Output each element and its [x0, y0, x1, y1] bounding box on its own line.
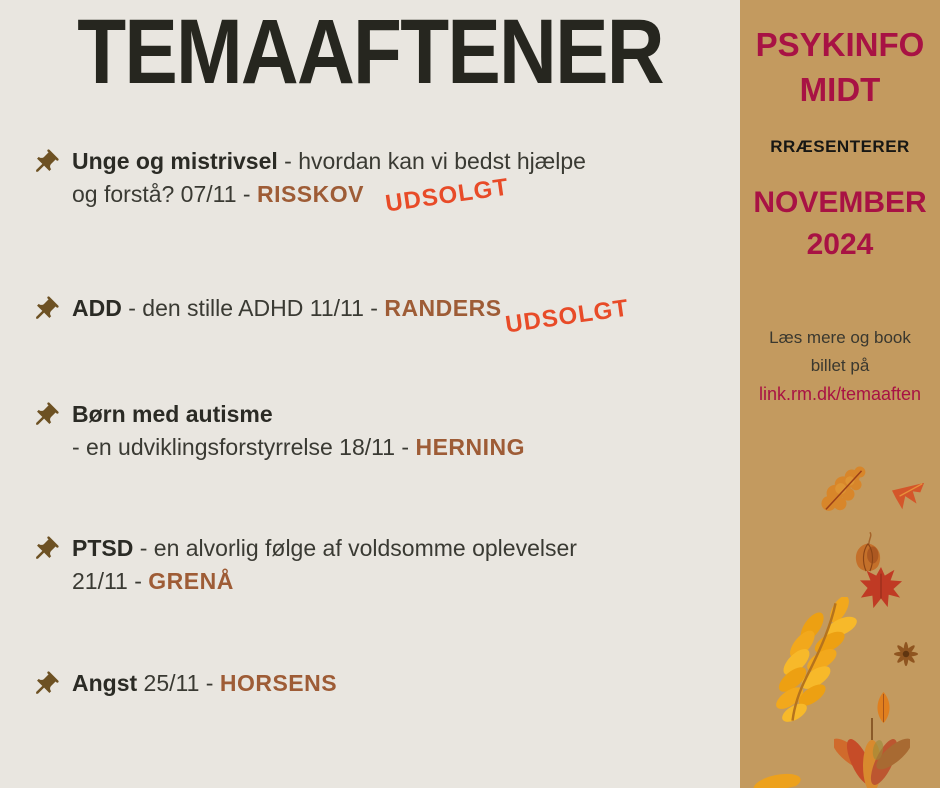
brand-logo — [740, 22, 940, 112]
event-city: RISSKOV — [256, 181, 364, 207]
month-name: NOVEMBER — [753, 186, 927, 219]
red-leaf-icon — [890, 481, 928, 520]
leaf-tip-icon — [750, 767, 804, 788]
booking-link[interactable]: link.rm.dk/temaaften — [758, 384, 922, 404]
presents-label: RRÆSENTERER — [770, 137, 910, 156]
soldout-stamp: UDSOLGT — [383, 173, 511, 218]
month-label — [740, 182, 940, 266]
page-title: TEMAAFTENER — [77, 1, 663, 103]
cta-line1: Læs mere og book — [769, 328, 911, 347]
pushpin-icon — [30, 535, 60, 565]
event-item-boern-med-autisme — [30, 398, 720, 464]
event-title: Børn med autisme — [72, 401, 273, 427]
pushpin-icon — [30, 295, 60, 325]
event-item-angst — [30, 667, 720, 700]
brand-line2: MIDT — [799, 71, 881, 108]
brand-line1: PSYKINFO — [755, 26, 925, 63]
pushpin-icon — [30, 401, 60, 431]
pushpin-icon — [30, 670, 60, 700]
event-city: HERNING — [415, 434, 526, 460]
event-text — [72, 532, 720, 598]
star-anise-icon — [892, 641, 920, 672]
event-desc: - en alvorlig følge af voldsomme oplevelser — [133, 535, 577, 561]
event-title: Unge og mistrivsel — [72, 148, 278, 174]
rowan-leaf-icon — [773, 597, 859, 728]
event-item-ptsd — [30, 532, 720, 598]
event-city: RANDERS — [384, 295, 502, 321]
event-item-add — [30, 292, 720, 339]
event-desc: 21/11 - — [72, 568, 149, 594]
event-desc: - en udviklingsforstyrrelse 18/11 - — [72, 434, 416, 460]
event-desc: og forstå? 07/11 - — [72, 181, 257, 207]
event-city: GRENÅ — [148, 568, 234, 594]
creeper-leaf-icon — [834, 716, 910, 788]
call-to-action — [740, 324, 940, 409]
cta-line2: billet på — [810, 356, 870, 375]
event-text — [72, 398, 720, 464]
event-desc: 25/11 - — [137, 670, 220, 696]
month-year: 2024 — [806, 228, 874, 261]
event-text — [72, 667, 720, 700]
event-city: HORSENS — [219, 670, 338, 696]
maple-leaf-icon — [858, 566, 904, 615]
pushpin-icon — [30, 148, 60, 178]
event-item-unge-og-mistrivsel — [30, 145, 720, 218]
event-title: Angst — [72, 670, 138, 696]
event-desc: - hvordan kan vi bedst hjælpe — [277, 148, 586, 174]
sidebar — [740, 0, 940, 788]
event-title: PTSD — [72, 535, 134, 561]
event-title: ADD — [72, 295, 122, 321]
soldout-stamp: UDSOLGT — [503, 294, 631, 339]
event-desc: - den stille ADHD 11/11 - — [121, 295, 385, 321]
oak-leaf-icon — [813, 462, 878, 523]
